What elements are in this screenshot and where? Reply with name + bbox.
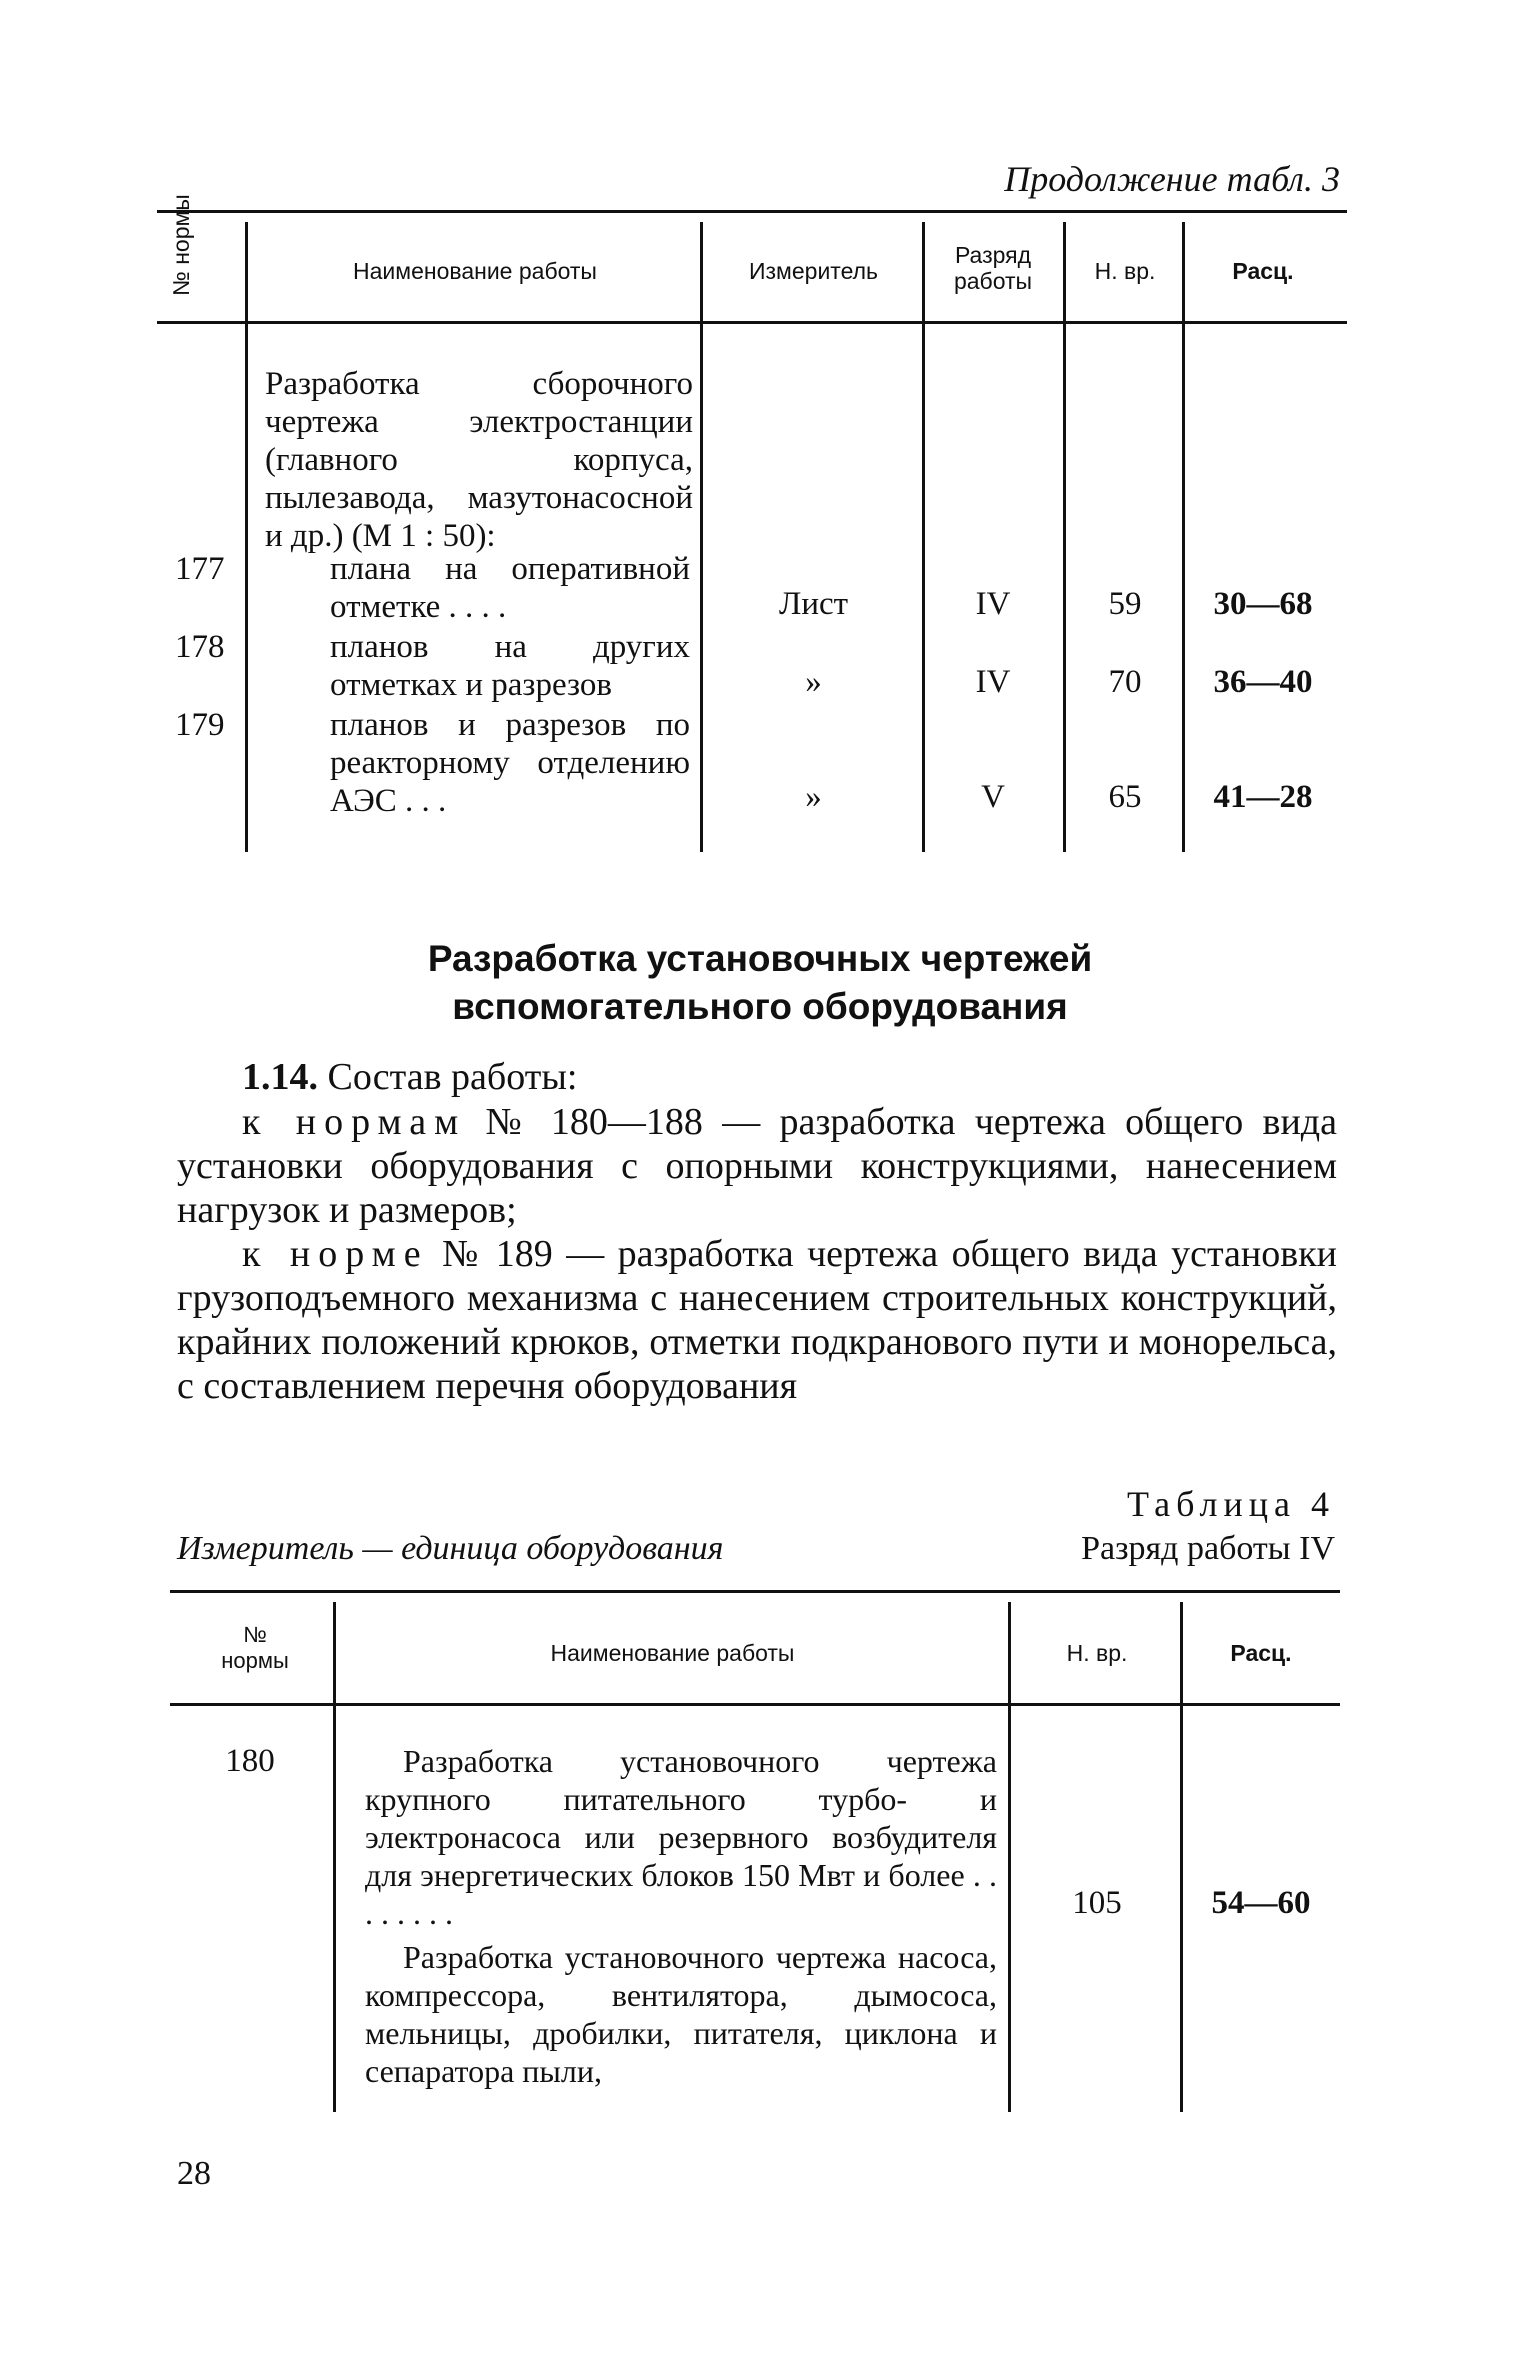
paragraph-spaced-lead: к норме bbox=[242, 1233, 429, 1275]
table3-col-divider bbox=[1063, 222, 1066, 852]
table3-row-name: планов и разрезов по реакторному отделению АЭС . . . bbox=[330, 707, 690, 819]
paragraph-text: № 180—188 — разработка чертежа общего вида установки оборудования с опорными конструкциями, нанесением нагрузок и размеров; bbox=[177, 1101, 1337, 1231]
paragraph-spaced-lead: к нормам bbox=[242, 1101, 467, 1143]
table3-row-price: 30—68 bbox=[1213, 586, 1313, 622]
table3-col-divider bbox=[1182, 222, 1185, 852]
paragraph-composition bbox=[177, 1055, 1337, 1099]
table4-col-divider bbox=[1180, 1602, 1183, 2112]
table3-top-rule bbox=[157, 210, 1347, 213]
table4-top-rule bbox=[170, 1590, 1340, 1593]
table3-row-time: 70 bbox=[1108, 664, 1142, 700]
table4-row-no: 180 bbox=[225, 1743, 275, 1779]
table4-header-rule bbox=[170, 1703, 1340, 1706]
continuation-caption: Продолжение табл. 3 bbox=[1004, 159, 1340, 199]
table4-row-time: 105 bbox=[1072, 1885, 1122, 1921]
table3-row-name: планов на других отметках и разрезов bbox=[330, 629, 690, 703]
paragraph-text: Состав работы: bbox=[318, 1056, 578, 1098]
table3-row-price: 41—28 bbox=[1213, 779, 1313, 815]
table3-header-rule bbox=[157, 321, 1347, 324]
paragraph-norm-189 bbox=[177, 1232, 1337, 1408]
table4-row-price: 54—60 bbox=[1211, 1885, 1311, 1921]
section-title: Разработка установочных чертежей вспомогательного оборудования bbox=[427, 938, 1093, 1027]
paragraph-number: 1.14. bbox=[242, 1056, 318, 1098]
table3-col-divider bbox=[922, 222, 925, 852]
table4-header-time: Н. вр. bbox=[1066, 1640, 1128, 1666]
table3-col-divider bbox=[245, 222, 248, 852]
table4-col-divider bbox=[1008, 1602, 1011, 2112]
table3-row-rank: V bbox=[981, 779, 1005, 815]
paragraph-norms-180-188 bbox=[177, 1100, 1337, 1232]
page-number: 28 bbox=[177, 2155, 211, 2192]
paragraph-text: № 189 — разработка чертежа общего вида установки грузоподъемного механизма с нанесением строительных конструкций, крайних положений крюков, отметки подкранового пути и монорельса, с составлением перечня оборудования bbox=[177, 1233, 1337, 1407]
table3-row-rank: IV bbox=[975, 586, 1011, 622]
table3-row-price: 36—40 bbox=[1213, 664, 1313, 700]
table4-rank-line: Разряд работы IV bbox=[1081, 1530, 1335, 1567]
table3-row-measure: » bbox=[805, 664, 822, 700]
table4-row-name: Разработка установочного чертежа крупного питательного турбо- и электронасоса или резервного возбудителя для энергетических блоков 150 Мвт и более . . . . . . . . bbox=[365, 1743, 997, 1931]
table4-measure-line: Измеритель — единица оборудования bbox=[177, 1530, 724, 1567]
table3-row-measure: Лист bbox=[778, 586, 849, 622]
table4-header-name: Наименование работы bbox=[550, 1640, 795, 1666]
table3-row-rank: IV bbox=[975, 664, 1011, 700]
table3-row-time: 59 bbox=[1108, 586, 1142, 622]
table3-header-no: № нормы bbox=[168, 194, 194, 296]
table3-row-no: 177 bbox=[175, 551, 225, 587]
table3-col-divider bbox=[700, 222, 703, 852]
table3-header-name: Наименование работы bbox=[353, 258, 597, 284]
table3-header-time: Н. вр. bbox=[1094, 258, 1156, 284]
table3-row-time: 65 bbox=[1108, 779, 1142, 815]
table3-row-no: 178 bbox=[175, 629, 225, 665]
table3-header-measure: Измеритель bbox=[748, 258, 879, 284]
table4-col-divider bbox=[333, 1602, 336, 2112]
table3-header-price: Расц. bbox=[1232, 258, 1294, 284]
table4-header-price: Расц. bbox=[1230, 1640, 1292, 1666]
table4-title: Таблица 4 bbox=[1127, 1484, 1335, 1524]
table3-group-text: Разработка сборочного чертежа электростанции (главного корпуса, пылезавода, мазутонасосной и др.) (М 1 : 50): bbox=[265, 366, 693, 554]
table4-header-no: № нормы bbox=[221, 1622, 289, 1673]
table3-row-measure: » bbox=[805, 779, 822, 815]
table3-header-rank: Разряд работы bbox=[953, 242, 1033, 294]
table4-row-name: Разработка установочного чертежа насоса, компрессора, вентилятора, дымососа, мельницы, дробилки, питателя, циклона и сепаратора пыли, bbox=[365, 1939, 997, 2089]
table3-row-name: плана на оперативной отметке . . . . bbox=[330, 551, 690, 625]
table3-row-no: 179 bbox=[175, 707, 225, 743]
